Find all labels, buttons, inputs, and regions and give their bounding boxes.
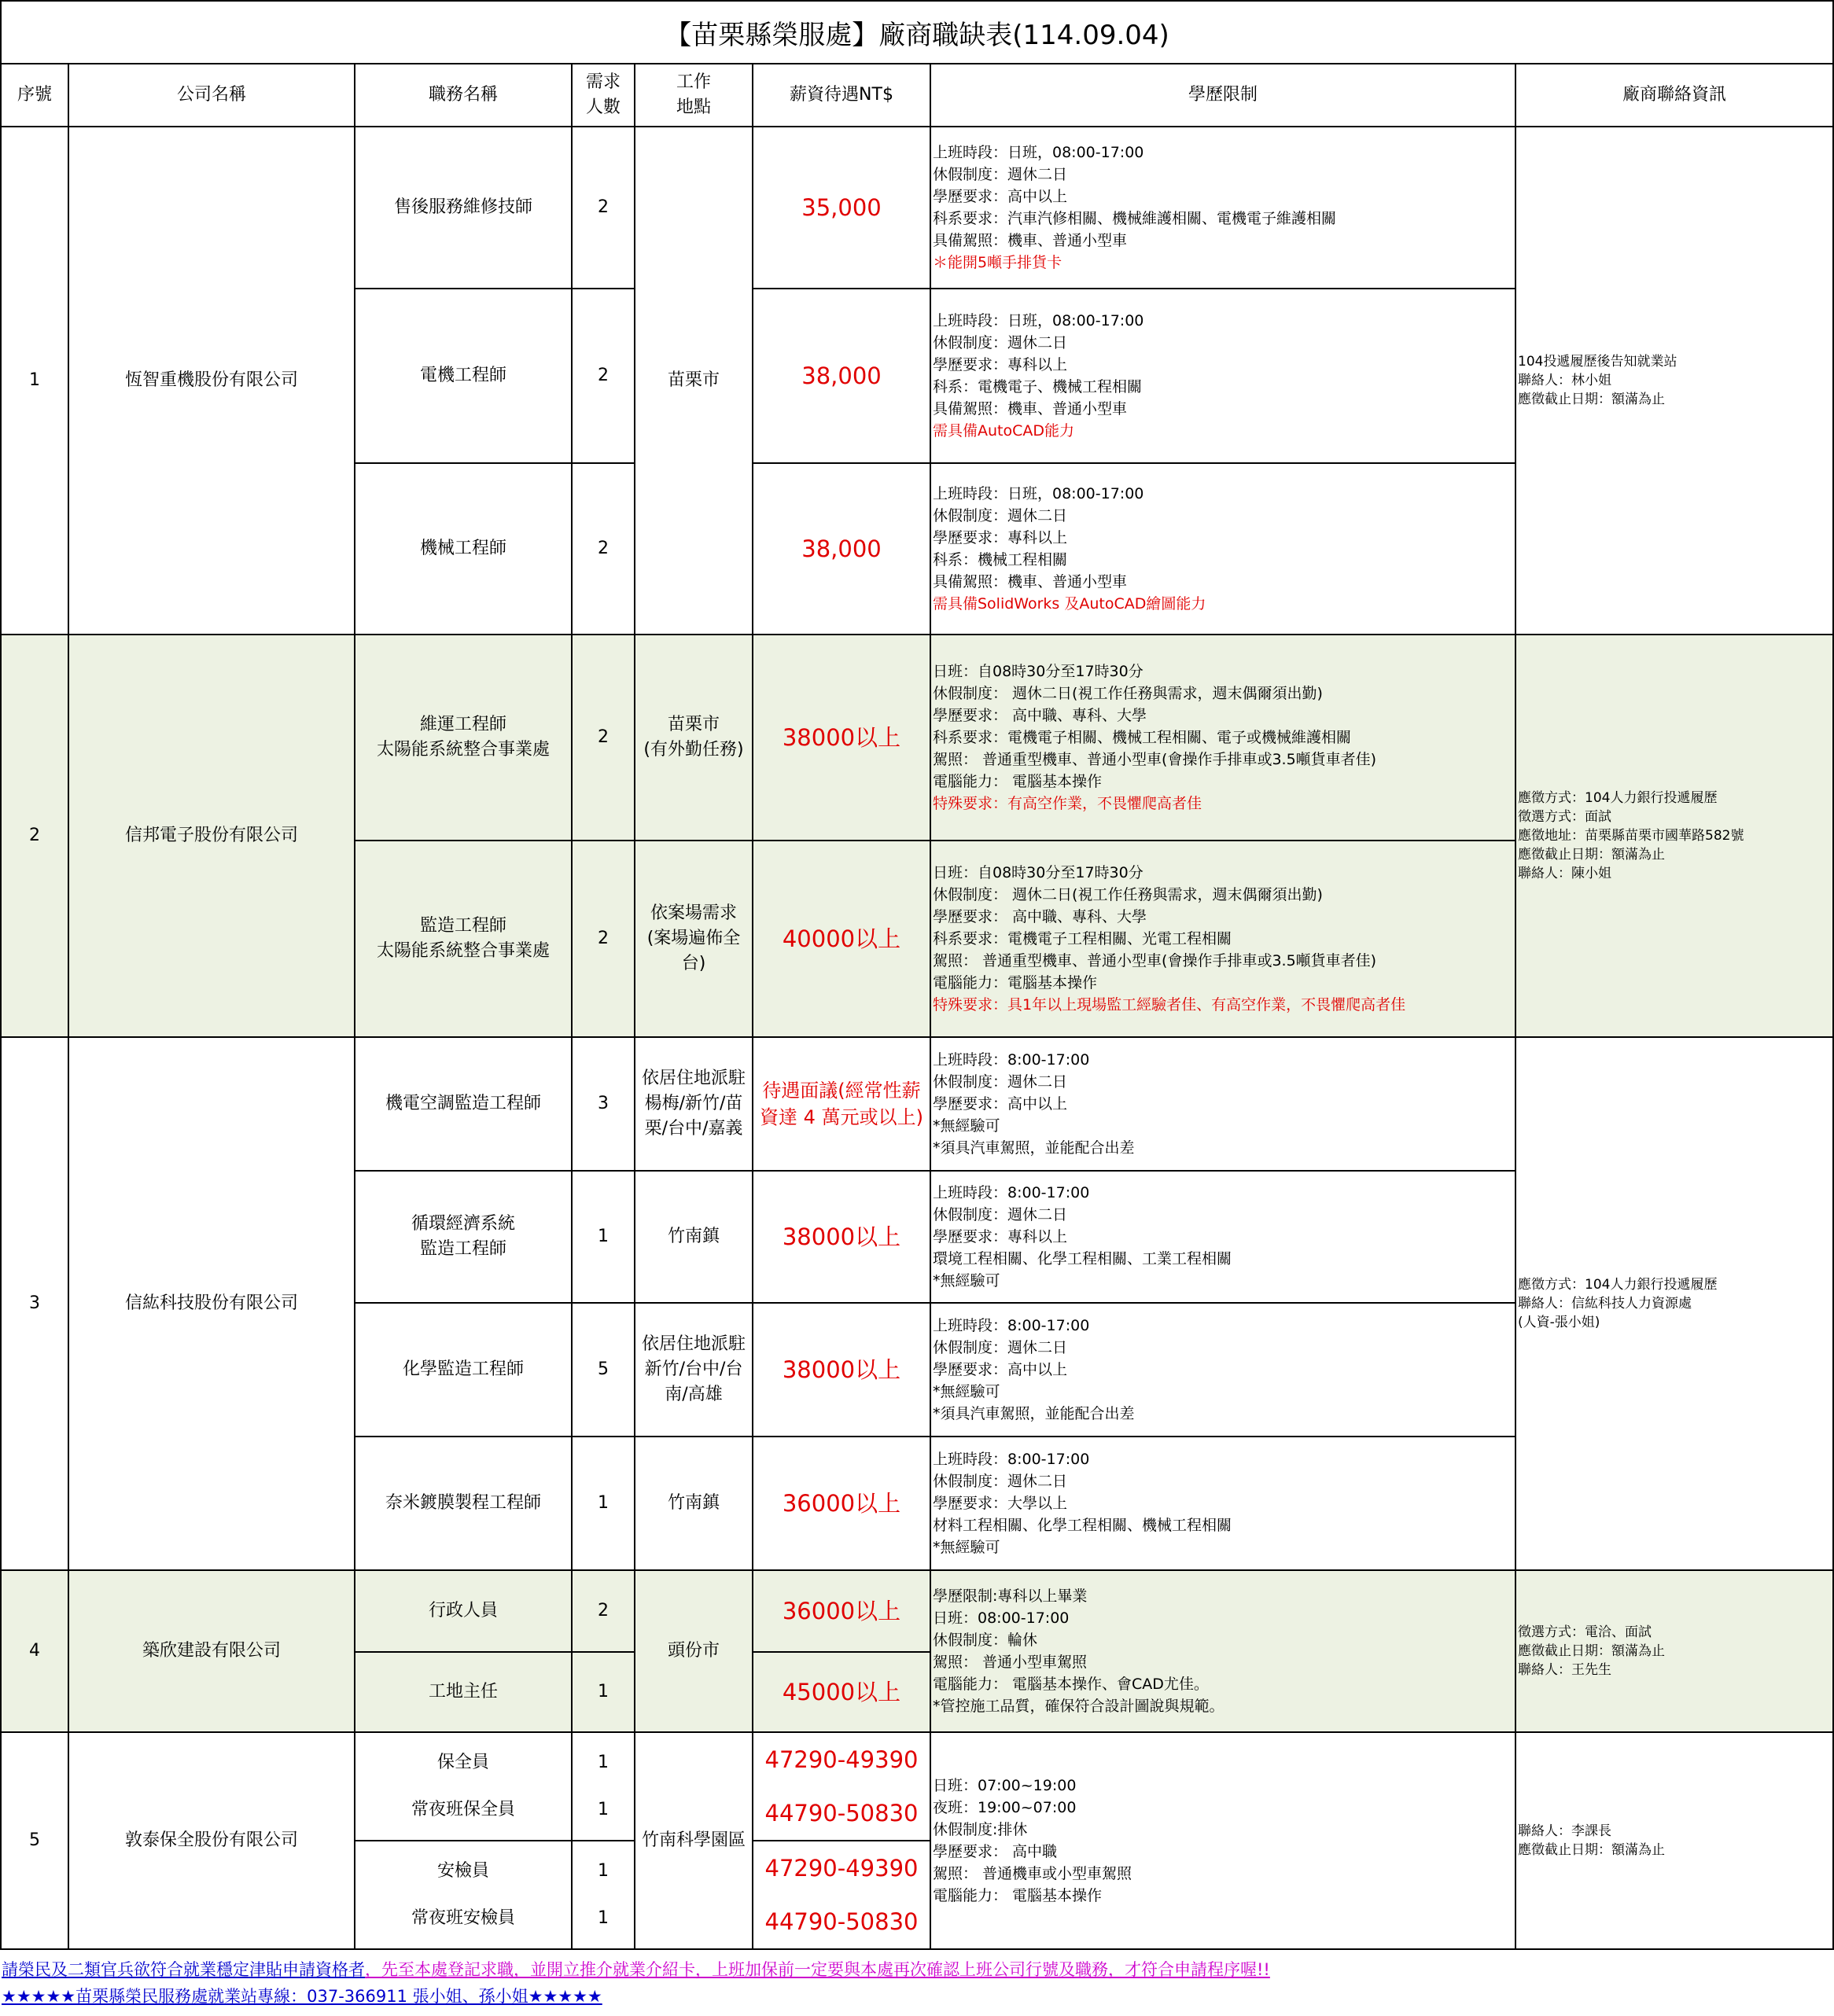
- contact-line: 應徵截止日期：額滿為止: [1518, 1842, 1665, 1858]
- requirement-line: 電腦能力： 電腦基本操作、會CAD尤佳。: [933, 1676, 1209, 1693]
- salary: 36000以上: [753, 1570, 930, 1652]
- requirement-line: *管控施工品質，確保符合設計圖說與規範。: [933, 1698, 1225, 1715]
- requirement-line: 休假制度： 週休二日(視工作任務與需求，週末偶爾須出勤): [933, 685, 1323, 702]
- requirement-line: *無經驗可: [933, 1272, 1000, 1289]
- requirements: [930, 127, 1515, 289]
- requirement-line: 日班：自08時30分至17時30分: [933, 663, 1143, 680]
- requirements: [930, 1437, 1515, 1570]
- requirement-line: 科系要求：電機電子工程相關、光電工程相關: [933, 930, 1232, 947]
- job-title-group: [355, 1732, 572, 1841]
- job-title: 機電空調監造工程師: [355, 1037, 572, 1171]
- salary: 38,000: [753, 463, 930, 635]
- contact-line: 應徵地址：苗栗縣苗栗市國華路582號: [1518, 828, 1744, 844]
- contact-line: 徵選方式：面試: [1518, 809, 1611, 825]
- requirement-line: 科系要求：電機電子相關、機械工程相關、電子或機械維護相關: [933, 729, 1352, 746]
- salary: 38000以上: [753, 1171, 930, 1303]
- requirement-note: 特殊要求：具1年以上現場監工經驗者佳、有高空作業，不畏懼爬高者佳: [933, 996, 1406, 1014]
- job-title-line: 太陽能系統整合事業處: [376, 740, 550, 760]
- requirement-line: 材料工程相關、化學工程相關、機械工程相關: [933, 1517, 1232, 1534]
- header-place: [635, 64, 753, 127]
- requirement-line: *無經驗可: [933, 1117, 1000, 1135]
- work-location: [635, 841, 753, 1037]
- requirement-note: 需具備AutoCAD能力: [933, 422, 1075, 440]
- contact-line: 應徵方式：104人力銀行投遞履歷: [1518, 1277, 1718, 1293]
- headcount: 1: [572, 1652, 635, 1732]
- job-title: 常夜班安檢員: [411, 1908, 515, 1928]
- requirement-line: 上班時段：8:00-17:00: [933, 1317, 1090, 1334]
- table-row: [1, 127, 1833, 289]
- headcount: 2: [572, 1570, 635, 1652]
- contact-line: 聯絡人：李課長: [1518, 1823, 1611, 1839]
- work-location: 竹南鎮: [635, 1171, 753, 1303]
- location-line: 依居住地派駐: [641, 1069, 746, 1088]
- work-location: 頭份市: [635, 1570, 753, 1732]
- contact-line: 聯絡人：林小姐: [1518, 373, 1611, 388]
- job-title-line: 監造工程師: [419, 916, 506, 936]
- requirement-line: 科系：機械工程相關: [933, 551, 1068, 568]
- requirements: [930, 1732, 1515, 1949]
- job-title-line: 監造工程師: [419, 1239, 506, 1259]
- table-row: [1, 1570, 1833, 1652]
- requirement-line: 休假制度：輪休: [933, 1632, 1038, 1649]
- headcount: 2: [572, 127, 635, 289]
- job-title: [355, 841, 572, 1037]
- contact-info: [1515, 127, 1833, 635]
- requirements: [930, 1570, 1515, 1732]
- contact-line: 聯絡人：信紘科技人力資源處: [1518, 1296, 1692, 1312]
- footer-eligibility-text: 請榮民及二類官兵欲符合就業穩定津貼申請資格者: [2, 1960, 365, 1979]
- job-title: 保全員: [436, 1753, 489, 1772]
- requirement-line: 休假制度：週休二日: [933, 507, 1068, 524]
- table-row: [1, 1037, 1833, 1171]
- requirement-line: 學歷要求：專科以上: [933, 356, 1068, 373]
- requirement-note: 特殊要求：有高空作業，不畏懼爬高者佳: [933, 795, 1202, 812]
- requirements: [930, 463, 1515, 635]
- contact-line: 應徵截止日期：額滿為止: [1518, 392, 1665, 407]
- requirements: [930, 1037, 1515, 1171]
- requirement-line: 電腦能力： 電腦基本操作: [933, 1887, 1103, 1904]
- salary: 35,000: [753, 127, 930, 289]
- requirement-note: 需具備SolidWorks 及AutoCAD繪圖能力: [933, 595, 1206, 613]
- work-location: 竹南科學園區: [635, 1732, 753, 1949]
- headcount: 1: [598, 1861, 609, 1881]
- requirement-line: 駕照： 普通機車或小型車駕照: [933, 1865, 1132, 1882]
- salary: 47290-49390: [764, 1855, 919, 1882]
- table-row: [1, 635, 1833, 841]
- header-count-line1: 需求: [585, 72, 621, 92]
- requirement-line: 上班時段：8:00-17:00: [933, 1451, 1090, 1468]
- headcount-group: [572, 1732, 635, 1841]
- job-title: 化學監造工程師: [355, 1303, 572, 1437]
- requirement-line: 學歷限制:專科以上畢業: [933, 1587, 1088, 1605]
- header-count-line2: 人數: [585, 97, 621, 117]
- requirement-line: *無經驗可: [933, 1383, 1000, 1400]
- work-location: [635, 1303, 753, 1437]
- requirements: [930, 1303, 1515, 1437]
- header-no: 序號: [1, 64, 68, 127]
- job-title: 安檢員: [436, 1861, 489, 1881]
- contact-info: [1515, 1037, 1833, 1570]
- salary: 45000以上: [753, 1652, 930, 1732]
- job-title: 機械工程師: [355, 463, 572, 635]
- requirement-line: 休假制度：週休二日: [933, 1339, 1068, 1356]
- headcount: 5: [572, 1303, 635, 1437]
- headcount: 2: [572, 463, 635, 635]
- requirement-line: 上班時段：日班，08:00-17:00: [933, 485, 1144, 502]
- salary: 38,000: [753, 289, 930, 463]
- location-line: 苗栗市: [667, 715, 720, 734]
- salary: 47290-49390: [764, 1746, 919, 1773]
- headcount: 1: [598, 1908, 609, 1928]
- company-name: 敦泰保全股份有限公司: [68, 1732, 355, 1949]
- requirement-line: 學歷要求：高中以上: [933, 188, 1068, 205]
- requirement-line: 學歷要求：專科以上: [933, 529, 1068, 546]
- requirement-line: 休假制度：週休二日: [933, 334, 1068, 351]
- job-title: 電機工程師: [355, 289, 572, 463]
- salary-line: 待遇面議(經常性薪: [762, 1080, 921, 1102]
- job-title-line: 維運工程師: [419, 715, 506, 734]
- location-line: 南/高雄: [665, 1385, 723, 1404]
- job-title: 售後服務維修技師: [355, 127, 572, 289]
- sheet-title: 【苗栗縣榮服處】廠商職缺表(114.09.04): [1, 1, 1833, 64]
- location-line: 楊梅/新竹/苗: [644, 1094, 743, 1113]
- contact-line: 應徵截止日期：額滿為止: [1518, 1643, 1665, 1659]
- requirement-line: *須具汽車駕照，並能配合出差: [933, 1139, 1135, 1157]
- job-title: 工地主任: [355, 1652, 572, 1732]
- company-name: 信紘科技股份有限公司: [68, 1037, 355, 1570]
- salary-line: 資達 4 萬元或以上): [760, 1106, 923, 1128]
- work-location: [635, 1037, 753, 1171]
- location-line: (案場遍佈全: [646, 929, 741, 948]
- requirement-line: 日班：08:00-17:00: [933, 1609, 1070, 1627]
- contact-line: 104投遞履歷後告知就業站: [1518, 354, 1677, 370]
- contact-info: [1515, 1570, 1833, 1732]
- salary: 44790-50830: [764, 1908, 919, 1935]
- contact-line: 徵選方式：電洽、面試: [1518, 1624, 1652, 1640]
- row-number: 3: [1, 1037, 68, 1570]
- salary-group: [753, 1841, 930, 1949]
- requirements: [930, 1171, 1515, 1303]
- requirement-line: 學歷要求： 高中職、專科、大學: [933, 908, 1147, 925]
- requirement-line: 學歷要求： 高中職: [933, 1843, 1058, 1860]
- salary: 40000以上: [753, 841, 930, 1037]
- salary: 38000以上: [753, 635, 930, 841]
- contact-line: 聯絡人：陳小姐: [1518, 866, 1611, 881]
- requirement-line: 具備駕照：機車、普通小型車: [933, 232, 1128, 249]
- headcount: 1: [572, 1437, 635, 1570]
- headcount: 3: [572, 1037, 635, 1171]
- requirement-line: 駕照： 普通重型機車、普通小型車(會操作手排車或3.5噸貨車者佳): [933, 751, 1377, 768]
- requirement-line: 科系要求：汽車汽修相關、機械維護相關、電機電子維護相關: [933, 210, 1337, 227]
- row-number: 1: [1, 127, 68, 635]
- contact-line: 應徵方式：104人力銀行投遞履歷: [1518, 790, 1718, 806]
- location-line: (有外勤任務): [643, 740, 744, 760]
- headcount-group: [572, 1841, 635, 1949]
- location-line: 新竹/台中/台: [644, 1359, 743, 1379]
- job-title-line: 循環經濟系統: [411, 1214, 515, 1234]
- header-contact: 廠商聯絡資訊: [1515, 64, 1833, 127]
- requirement-note: ＊能開5噸手排貨卡: [933, 254, 1062, 271]
- work-location: 苗栗市: [635, 127, 753, 635]
- requirement-line: *須具汽車駕照，並能配合出差: [933, 1405, 1135, 1422]
- contact-line: 應徵截止日期：額滿為止: [1518, 847, 1665, 863]
- requirement-line: 日班：07:00~19:00: [933, 1777, 1077, 1794]
- requirement-line: 學歷要求： 高中職、專科、大學: [933, 707, 1147, 724]
- headcount: 2: [572, 635, 635, 841]
- footer-procedure-text: ，先至本處登記求職，並開立推介就業介紹卡，上班加保前一定要與本處再次確認上班公司行號及職務，才符合申請程序喔!!: [365, 1960, 1270, 1979]
- contact-line: (人資-張小姐): [1518, 1315, 1600, 1330]
- headcount: 2: [572, 841, 635, 1037]
- work-location: [635, 635, 753, 841]
- salary: 36000以上: [753, 1437, 930, 1570]
- requirement-line: 休假制度：週休二日: [933, 1206, 1068, 1223]
- job-title: 常夜班保全員: [411, 1800, 515, 1819]
- row-number: 5: [1, 1732, 68, 1949]
- headcount: 1: [598, 1800, 609, 1819]
- company-name: 信邦電子股份有限公司: [68, 635, 355, 1037]
- requirement-line: 上班時段：8:00-17:00: [933, 1184, 1090, 1201]
- headcount: 2: [572, 289, 635, 463]
- requirement-line: 上班時段：8:00-17:00: [933, 1051, 1090, 1069]
- header-count: [572, 64, 635, 127]
- requirement-line: 學歷要求：高中以上: [933, 1361, 1068, 1378]
- requirement-line: 學歷要求：專科以上: [933, 1228, 1068, 1245]
- requirements: [930, 289, 1515, 463]
- header-company: 公司名稱: [68, 64, 355, 127]
- requirement-line: 休假制度：週休二日: [933, 166, 1068, 183]
- requirement-line: 電腦能力：電腦基本操作: [933, 974, 1098, 991]
- headcount: 1: [598, 1753, 609, 1772]
- requirement-line: 科系：電機電子、機械工程相關: [933, 378, 1143, 395]
- job-title-group: [355, 1841, 572, 1949]
- header-job: 職務名稱: [355, 64, 572, 127]
- requirement-line: 上班時段：日班，08:00-17:00: [933, 312, 1144, 329]
- header-place-line1: 工作: [676, 72, 711, 92]
- row-number: 4: [1, 1570, 68, 1732]
- header-education: 學歷限制: [930, 64, 1515, 127]
- company-name: 恆智重機股份有限公司: [68, 127, 355, 635]
- footer-hotline: ★★★★★苗栗縣榮民服務處就業站專線：037-366911 張小姐、孫小姐★★★★★: [2, 1987, 602, 2006]
- requirement-line: 學歷要求：高中以上: [933, 1095, 1068, 1113]
- company-name: 築欣建設有限公司: [68, 1570, 355, 1732]
- requirement-line: 環境工程相關、化學工程相關、工業工程相關: [933, 1250, 1232, 1267]
- requirement-line: 上班時段：日班，08:00-17:00: [933, 144, 1144, 161]
- requirement-line: 駕照： 普通小型車駕照: [933, 1654, 1088, 1671]
- requirement-line: 電腦能力： 電腦基本操作: [933, 773, 1103, 790]
- requirement-line: 休假制度： 週休二日(視工作任務與需求，週末偶爾須出勤): [933, 886, 1323, 903]
- job-title: 行政人員: [355, 1570, 572, 1652]
- table-row: [1, 1732, 1833, 1841]
- location-line: 依居住地派駐: [641, 1334, 746, 1354]
- contact-info: [1515, 1732, 1833, 1949]
- job-title-line: 太陽能系統整合事業處: [376, 941, 550, 961]
- salary: [753, 1037, 930, 1171]
- requirement-line: 休假制度：週休二日: [933, 1473, 1068, 1490]
- footer-notice: [0, 1956, 1834, 2010]
- row-number: 2: [1, 635, 68, 1037]
- salary-group: [753, 1732, 930, 1841]
- location-line: 栗/台中/嘉義: [644, 1119, 743, 1139]
- contact-info: [1515, 635, 1833, 1037]
- requirement-line: *無經驗可: [933, 1539, 1000, 1556]
- salary: 44790-50830: [764, 1800, 919, 1827]
- job-title: 奈米鍍膜製程工程師: [355, 1437, 572, 1570]
- requirement-line: 具備駕照：機車、普通小型車: [933, 400, 1128, 418]
- location-line: 台): [681, 954, 706, 973]
- work-location: 竹南鎮: [635, 1437, 753, 1570]
- requirement-line: 夜班：19:00~07:00: [933, 1799, 1077, 1816]
- job-title: [355, 1171, 572, 1303]
- requirement-line: 駕照： 普通重型機車、普通小型車(會操作手排車或3.5噸貨車者佳): [933, 952, 1377, 969]
- requirement-line: 休假制度：週休二日: [933, 1073, 1068, 1091]
- contact-line: 聯絡人：王先生: [1518, 1662, 1611, 1678]
- header-row: [1, 64, 1833, 127]
- header-salary: 薪資待遇NT$: [753, 64, 930, 127]
- requirements: [930, 635, 1515, 841]
- job-title: [355, 635, 572, 841]
- headcount: 1: [572, 1171, 635, 1303]
- requirement-line: 具備駕照：機車、普通小型車: [933, 573, 1128, 590]
- location-line: 依案場需求: [650, 903, 737, 923]
- salary: 38000以上: [753, 1303, 930, 1437]
- requirement-line: 日班：自08時30分至17時30分: [933, 864, 1143, 881]
- requirements: [930, 841, 1515, 1037]
- requirement-line: 休假制度:排休: [933, 1821, 1028, 1838]
- header-place-line2: 地點: [676, 97, 711, 117]
- footer-line-1: [2, 1956, 1834, 1983]
- requirement-line: 學歷要求：大學以上: [933, 1495, 1068, 1512]
